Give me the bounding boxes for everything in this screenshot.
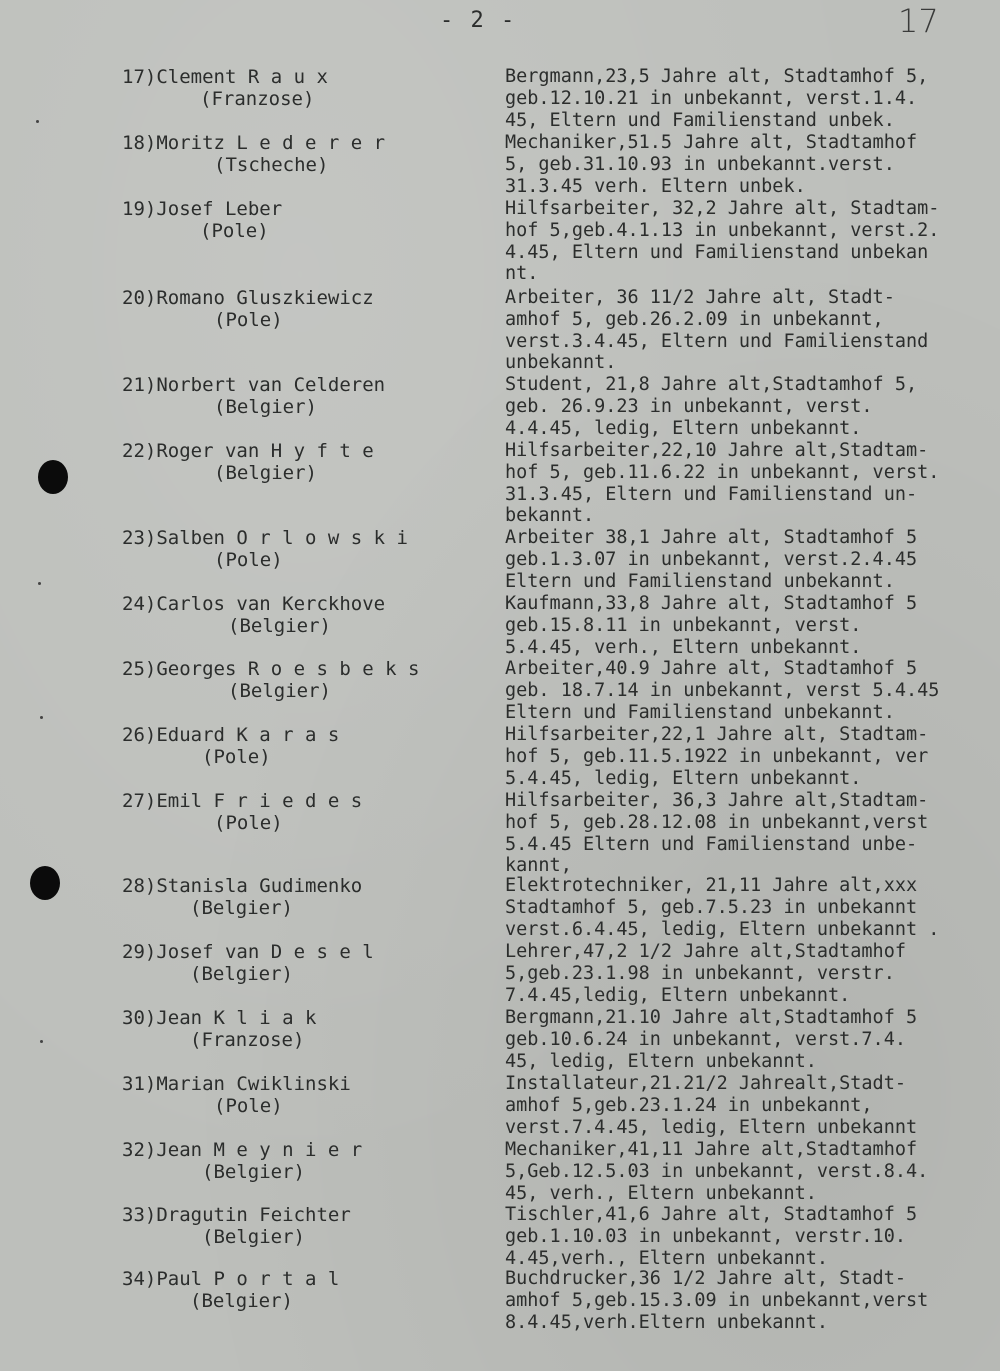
speck-mark <box>40 1040 43 1043</box>
details-line: 5,geb.23.1.98 in unbekannt, verstr. <box>505 962 895 984</box>
person-name: 18)Moritz L e d e r e r <box>122 132 386 154</box>
details-line: Tischler,41,6 Jahre alt, Stadtamhof 5 <box>505 1204 918 1225</box>
person-name: 17)Clement R a u x <box>122 66 328 88</box>
person-details <box>505 374 1000 439</box>
person-cell <box>122 875 492 919</box>
details-line: geb.12.10.21 in unbekannt, verst.1.4. <box>505 87 918 109</box>
details-line: hof 5, geb.28.12.08 in unbekannt,verst <box>505 811 929 833</box>
details-line: geb.10.6.24 in unbekannt, verst.7.4. <box>505 1028 906 1050</box>
person-name: 32)Jean M e y n i e r <box>122 1139 363 1161</box>
details-line: Lehrer,47,2 1/2 Jahre alt,Stadtamhof <box>505 941 906 962</box>
person-name: 34)Paul P o r t a l <box>122 1268 340 1290</box>
person-nationality: (Pole) <box>200 220 269 242</box>
details-line: Hilfsarbeiter,22,10 Jahre alt,Stadtam- <box>505 440 929 461</box>
person-details <box>505 287 1000 374</box>
person-name: 20)Romano Gluszkiewicz <box>122 287 374 309</box>
details-line: amhof 5, geb.26.2.09 in unbekannt, <box>505 308 884 330</box>
details-line: unbekannt. <box>505 352 617 374</box>
speck-mark <box>36 120 39 123</box>
details-line: 31.3.45 verh. Eltern unbek. <box>505 175 806 197</box>
person-details <box>505 132 1000 197</box>
details-line: Bergmann,23,5 Jahre alt, Stadtamhof 5, <box>505 66 929 87</box>
person-details <box>505 527 1000 592</box>
person-cell <box>122 1007 492 1051</box>
person-cell <box>122 724 492 768</box>
person-details <box>505 440 1000 527</box>
person-name: 21)Norbert van Celderen <box>122 374 386 396</box>
details-line: Bergmann,21.10 Jahre alt,Stadtamhof 5 <box>505 1007 918 1028</box>
details-line: kannt, <box>505 855 572 877</box>
person-nationality: (Pole) <box>214 549 283 571</box>
person-cell <box>122 198 492 242</box>
details-line: verst.7.4.45, ledig, Eltern unbekannt <box>505 1116 918 1138</box>
details-line: verst.3.4.45, Eltern und Familienstand <box>505 330 929 352</box>
speck-mark <box>40 716 43 719</box>
person-details <box>505 66 1000 131</box>
details-line: Hilfsarbeiter,22,1 Jahre alt, Stadtam- <box>505 724 929 745</box>
details-line: 45, ledig, Eltern unbekannt. <box>505 1050 817 1072</box>
details-line: 45, verh., Eltern unbekannt. <box>505 1182 817 1204</box>
person-cell <box>122 1268 492 1312</box>
person-details <box>505 790 1000 877</box>
details-line: Stadtamhof 5, geb.7.5.23 in unbekannt <box>505 896 918 918</box>
person-nationality: (Belgier) <box>202 1161 305 1183</box>
details-line: Installateur,21.21/2 Jahrealt,Stadt- <box>505 1073 906 1094</box>
person-details <box>505 1007 1000 1072</box>
person-cell <box>122 1073 492 1117</box>
details-line: geb. 26.9.23 in unbekannt, verst. <box>505 395 873 417</box>
person-name: 28)Stanisla Gudimenko <box>122 875 363 897</box>
person-name: 19)Josef Leber <box>122 198 283 220</box>
details-line: Kaufmann,33,8 Jahre alt, Stadtamhof 5 <box>505 593 918 614</box>
person-cell <box>122 1204 492 1248</box>
details-line: Elektrotechniker, 21,11 Jahre alt,xxx <box>505 875 918 896</box>
person-cell <box>122 941 492 985</box>
page-number: - 2 - <box>440 8 517 33</box>
person-cell <box>122 440 492 484</box>
person-details <box>505 1268 1000 1333</box>
person-nationality: (Belgier) <box>228 680 331 702</box>
person-name: 30)Jean K l i a k <box>122 1007 317 1029</box>
details-line: hof 5,geb.4.1.13 in unbekannt, verst.2. <box>505 219 940 241</box>
details-line: Hilfsarbeiter, 36,3 Jahre alt,Stadtam- <box>505 790 929 811</box>
details-line: 5.4.45, verh., Eltern unbekannt. <box>505 636 862 658</box>
details-line: 4.45,verh., Eltern unbekannt. <box>505 1247 829 1269</box>
details-line: amhof 5,geb.15.3.09 in unbekannt,verst <box>505 1289 929 1311</box>
person-name: 25)Georges R o e s b e k s <box>122 658 420 680</box>
details-line: 31.3.45, Eltern und Familienstand un- <box>505 483 918 505</box>
details-line: hof 5, geb.11.5.1922 in unbekannt, ver <box>505 745 929 767</box>
person-nationality: (Pole) <box>202 746 271 768</box>
person-name: 26)Eduard K a r a s <box>122 724 340 746</box>
details-line: 7.4.45,ledig, Eltern unbekannt. <box>505 984 851 1006</box>
details-line: 4.45, Eltern und Familienstand unbekan <box>505 241 929 263</box>
person-nationality: (Belgier) <box>202 1226 305 1248</box>
details-line: Mechaniker,51.5 Jahre alt, Stadtamhof <box>505 132 918 153</box>
person-nationality: (Belgier) <box>214 462 317 484</box>
person-details <box>505 198 1000 285</box>
details-line: geb.1.3.07 in unbekannt, verst.2.4.45 <box>505 548 918 570</box>
person-cell <box>122 527 492 571</box>
person-details <box>505 1139 1000 1204</box>
person-cell <box>122 132 492 176</box>
person-nationality: (Pole) <box>214 1095 283 1117</box>
details-line: Arbeiter,40.9 Jahre alt, Stadtamhof 5 <box>505 658 918 679</box>
person-nationality: (Belgier) <box>190 897 293 919</box>
punch-hole-upper <box>38 460 68 494</box>
person-cell <box>122 593 492 637</box>
person-name: 29)Josef van D e s e l <box>122 941 374 963</box>
person-name: 31)Marian Cwiklinski <box>122 1073 351 1095</box>
person-cell <box>122 790 492 834</box>
details-line: Eltern und Familienstand unbekannt. <box>505 701 895 723</box>
details-line: nt. <box>505 263 539 285</box>
details-line: Mechaniker,41,11 Jahre alt,Stadtamhof <box>505 1139 918 1160</box>
person-nationality: (Belgier) <box>190 1290 293 1312</box>
details-line: 5, geb.31.10.93 in unbekannt.verst. <box>505 153 895 175</box>
person-cell <box>122 658 492 702</box>
details-line: Hilfsarbeiter, 32,2 Jahre alt, Stadtam- <box>505 198 940 219</box>
speck-mark <box>38 582 41 585</box>
details-line: verst.6.4.45, ledig, Eltern unbekannt . <box>505 918 940 940</box>
person-details <box>505 658 1000 723</box>
person-cell <box>122 374 492 418</box>
person-nationality: (Belgier) <box>228 615 331 637</box>
details-line: amhof 5,geb.23.1.24 in unbekannt, <box>505 1094 873 1116</box>
details-line: 5,Geb.12.5.03 in unbekannt, verst.8.4. <box>505 1160 929 1182</box>
details-line: 8.4.45,verh.Eltern unbekannt. <box>505 1311 829 1333</box>
person-name: 22)Roger van H y f t e <box>122 440 374 462</box>
person-nationality: (Pole) <box>214 309 283 331</box>
person-nationality: (Tscheche) <box>214 154 329 176</box>
person-details <box>505 1073 1000 1138</box>
details-line: Arbeiter 38,1 Jahre alt, Stadtamhof 5 <box>505 527 918 548</box>
details-line: Student, 21,8 Jahre alt,Stadtamhof 5, <box>505 374 918 395</box>
person-nationality: (Belgier) <box>214 396 317 418</box>
details-line: bekannt. <box>505 505 595 527</box>
details-line: 5.4.45 Eltern und Familienstand unbe- <box>505 833 918 855</box>
details-line: hof 5, geb.11.6.22 in unbekannt, verst. <box>505 461 940 483</box>
punch-hole-lower <box>30 866 60 900</box>
person-details <box>505 875 1000 940</box>
person-details <box>505 593 1000 658</box>
person-cell <box>122 287 492 331</box>
person-cell <box>122 66 492 110</box>
details-line: Arbeiter, 36 11/2 Jahre alt, Stadt- <box>505 287 895 308</box>
person-name: 27)Emil F r i e d e s <box>122 790 363 812</box>
details-line: Eltern und Familienstand unbekannt. <box>505 570 895 592</box>
person-name: 23)Salben O r l o w s k i <box>122 527 408 549</box>
details-line: 45, Eltern und Familienstand unbek. <box>505 109 895 131</box>
person-nationality: (Belgier) <box>190 963 293 985</box>
person-cell <box>122 1139 492 1183</box>
person-details <box>505 724 1000 789</box>
details-line: 4.4.45, ledig, Eltern unbekannt. <box>505 417 862 439</box>
details-line: Buchdrucker,36 1/2 Jahre alt, Stadt- <box>505 1268 906 1289</box>
details-line: 5.4.45, ledig, Eltern unbekannt. <box>505 767 862 789</box>
person-name: 24)Carlos van Kerckhove <box>122 593 386 615</box>
person-nationality: (Franzose) <box>190 1029 305 1051</box>
person-nationality: (Pole) <box>214 812 283 834</box>
details-line: geb. 18.7.14 in unbekannt, verst 5.4.45 <box>505 679 940 701</box>
person-details <box>505 941 1000 1006</box>
person-details <box>505 1204 1000 1269</box>
person-nationality: (Franzose) <box>200 88 315 110</box>
details-line: geb.1.10.03 in unbekannt, verstr.10. <box>505 1225 906 1247</box>
person-name: 33)Dragutin Feichter <box>122 1204 351 1226</box>
handwritten-sheet-number: 17 <box>898 2 939 40</box>
details-line: geb.15.8.11 in unbekannt, verst. <box>505 614 862 636</box>
